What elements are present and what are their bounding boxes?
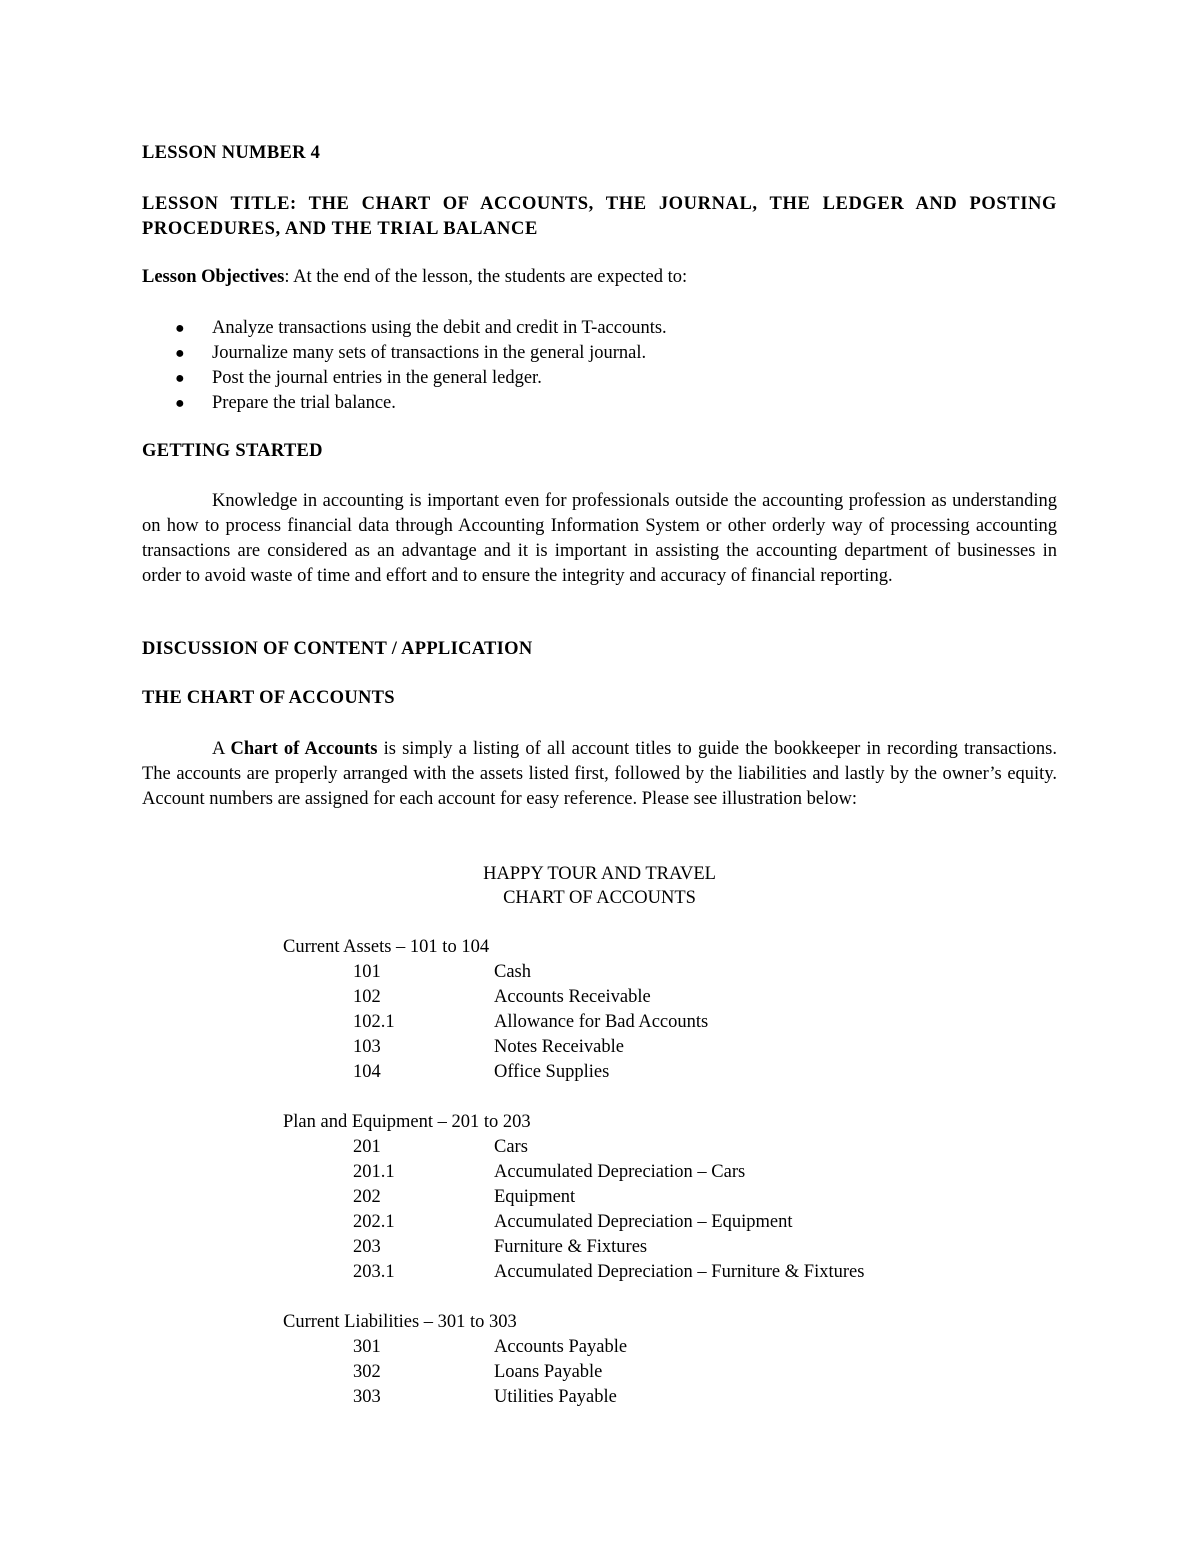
- objective-text: Prepare the trial balance.: [212, 393, 396, 413]
- objective-text: Post the journal entries in the general ledger.: [212, 368, 542, 388]
- account-name: Accounts Payable: [494, 1337, 628, 1357]
- account-number: 102.1: [353, 1012, 395, 1032]
- objectives-list: [142, 316, 667, 416]
- list-item: [142, 341, 667, 366]
- account-number: 203.1: [353, 1262, 395, 1282]
- account-row: [283, 1360, 603, 1385]
- list-item: [142, 316, 667, 341]
- account-number: 303: [353, 1387, 381, 1407]
- account-number: 102: [353, 987, 381, 1007]
- account-row: [283, 1335, 628, 1360]
- bullet-icon: ●: [175, 395, 185, 412]
- lesson-objectives-intro: [142, 267, 687, 288]
- account-number: 203: [353, 1237, 381, 1257]
- account-row: [283, 1035, 624, 1060]
- account-row: [283, 1160, 746, 1185]
- account-number: 202: [353, 1187, 381, 1207]
- account-number: 201: [353, 1137, 381, 1157]
- account-group-title: Current Liabilities – 301 to 303: [283, 1312, 517, 1332]
- lesson-title: LESSON TITLE: THE CHART OF ACCOUNTS, THE JOURNAL, THE LEDGER AND POSTING PROCEDURES, AND THE TRIAL BALANCE: [142, 194, 1057, 239]
- list-item: [142, 366, 667, 391]
- account-group-title: Plan and Equipment – 201 to 203: [283, 1112, 531, 1132]
- bullet-icon: ●: [175, 345, 185, 362]
- account-group: [283, 1110, 865, 1285]
- discussion-heading: DISCUSSION OF CONTENT / APPLICATION: [142, 639, 533, 659]
- account-row: [283, 1135, 531, 1160]
- account-group-title: Current Assets – 101 to 104: [283, 937, 490, 957]
- account-name: Notes Receivable: [494, 1037, 624, 1057]
- account-name: Accounts Receivable: [494, 987, 651, 1007]
- account-name: Furniture & Fixtures: [494, 1237, 648, 1257]
- account-group: [283, 935, 709, 1085]
- getting-started-paragraph: [142, 489, 1057, 589]
- account-number: 104: [353, 1062, 381, 1082]
- lesson-number: LESSON NUMBER 4: [142, 143, 321, 163]
- chart-of-accounts-heading: THE CHART OF ACCOUNTS: [142, 688, 395, 708]
- chart-of-accounts-list: [283, 935, 865, 1435]
- objectives-text: : At the end of the lesson, the students are expected to:: [284, 267, 688, 287]
- account-number: 201.1: [353, 1162, 395, 1182]
- account-name: Allowance for Bad Accounts: [494, 1012, 709, 1032]
- account-row: [283, 985, 651, 1010]
- paragraph-text-start: A: [212, 739, 231, 759]
- objectives-label: Lesson Objectives: [142, 267, 285, 287]
- account-row: [283, 1060, 610, 1085]
- account-number: 101: [353, 962, 381, 982]
- account-name: Cash: [494, 962, 531, 982]
- paragraph-text-rest: is simply a listing of all account titles to guide the bookkeeper in recording transactions. The accounts are properly arranged with the assets listed first, followed by the liabilities and lastly by the owner’s equity. Account numbers are assigned for each account for easy reference. Please see illustration below:: [142, 739, 1057, 809]
- account-row: [283, 1260, 865, 1285]
- account-name: Accumulated Depreciation – Cars: [494, 1162, 746, 1182]
- bullet-icon: ●: [175, 370, 185, 387]
- account-row: [283, 1010, 709, 1035]
- account-name: Accumulated Depreciation – Furniture & Fixtures: [494, 1262, 865, 1282]
- objective-text: Journalize many sets of transactions in the general journal.: [212, 343, 647, 363]
- objective-text: Analyze transactions using the debit and credit in T-accounts.: [212, 318, 667, 338]
- account-name: Loans Payable: [494, 1362, 603, 1382]
- account-number: 202.1: [353, 1212, 395, 1232]
- account-row: [283, 960, 531, 985]
- account-number: 301: [353, 1337, 381, 1357]
- account-row: [283, 1210, 793, 1235]
- paragraph-text: Knowledge in accounting is important even for professionals outside the accounting profession as understanding on how to process financial data through Accounting Information System or other orderly way of processing accounting transactions are considered as an advantage and it is important in assisting the accounting department of businesses in order to avoid waste of time and effort and to ensure the integrity and accuracy of financial reporting.: [142, 491, 1057, 586]
- company-name: HAPPY TOUR AND TRAVEL: [483, 864, 716, 884]
- account-name: Office Supplies: [494, 1062, 610, 1082]
- chart-of-accounts-term: Chart of Accounts: [230, 739, 378, 759]
- account-row: [283, 1185, 576, 1210]
- chart-of-accounts-paragraph: [142, 737, 1057, 812]
- account-group: [283, 1310, 628, 1410]
- account-number: 103: [353, 1037, 381, 1057]
- account-name: Accumulated Depreciation – Equipment: [494, 1212, 793, 1232]
- account-row: [283, 1385, 617, 1410]
- account-name: Utilities Payable: [494, 1387, 617, 1407]
- account-row: [283, 1235, 648, 1260]
- list-item: [142, 391, 667, 416]
- account-number: 302: [353, 1362, 381, 1382]
- account-name: Cars: [494, 1137, 528, 1157]
- bullet-icon: ●: [175, 320, 185, 337]
- illustration-title: CHART OF ACCOUNTS: [503, 888, 696, 908]
- account-name: Equipment: [494, 1187, 576, 1207]
- getting-started-heading: GETTING STARTED: [142, 441, 323, 461]
